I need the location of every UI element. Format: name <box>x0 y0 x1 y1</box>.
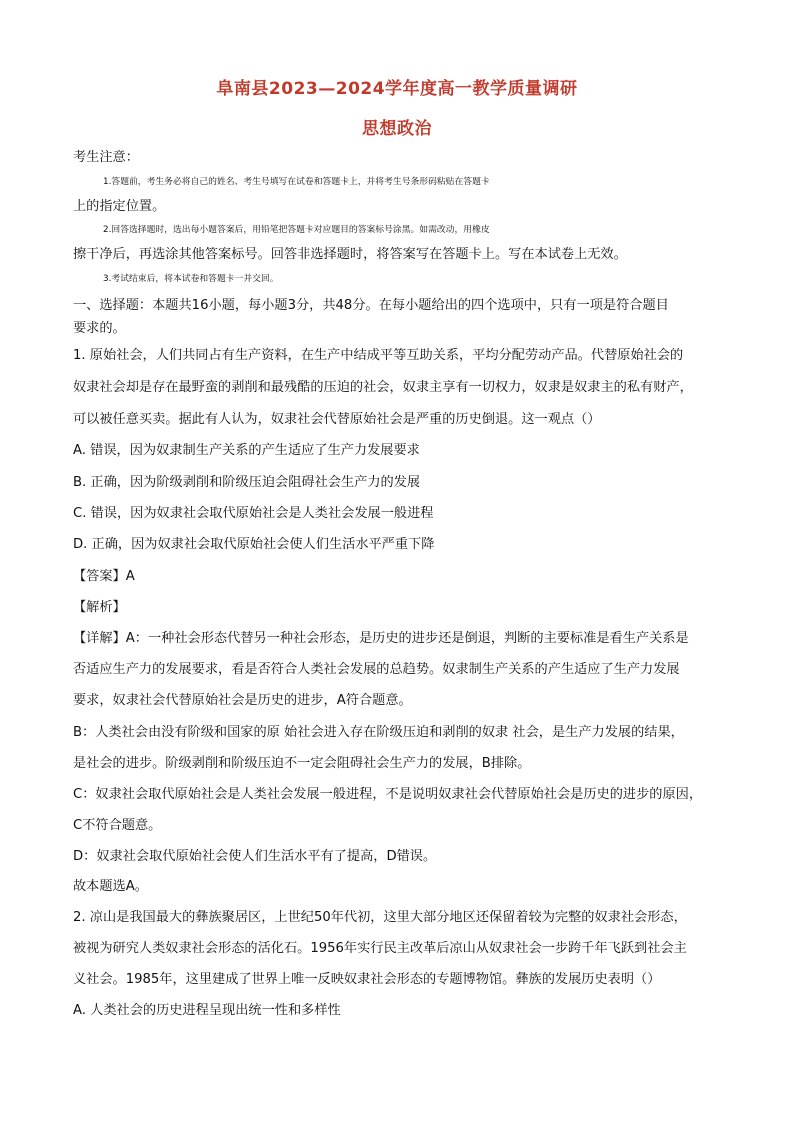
question-1-analysis-heading: 【解析】 <box>73 600 126 615</box>
exam-title: 阜南县2023—2024学年度高一教学质量调研 <box>216 79 578 99</box>
question-1-line-2: 奴隶社会却是存在最野蛮的剥削和最残酷的压迫的社会，奴隶主享有一切权力，奴隶是奴隶主的私有财产， <box>73 380 693 395</box>
question-2-line-2: 被视为研究人类奴隶社会形态的活化石。1956年实行民主改革后凉山从奴隶社会一步跨千年飞跃到社会主 <box>73 941 687 956</box>
question-1-detail-line-3: 要求，奴隶社会代替原始社会是历史的进步，A符合题意。 <box>73 693 412 708</box>
question-1-detail-line-2: 否适应生产力的发展要求，看是否符合人类社会发展的总趋势。奴隶制生产关系的产生适应了生产力发展 <box>73 662 680 677</box>
question-1-conclusion: 故本题选A。 <box>73 879 148 894</box>
question-1-c-line-2: C不符合题意。 <box>73 818 162 833</box>
question-1-b-line-1: B：人类社会由没有阶级和国家的原 始社会进入存在阶级压迫和剥削的奴隶 社会，是生产力发展的结果， <box>73 725 684 740</box>
notice-item-2-line-2: 擦干净后，再选涂其他答案标号。回答非选择题时，将答案写在答题卡上。写在本试卷上无效。 <box>73 247 627 262</box>
question-1-detail-line-1: 【详解】A：一种社会形态代替另一种社会形态，是历史的进步还是倒退，判断的主要标准是看生产关系是 <box>73 631 689 646</box>
question-1-b-line-2: 是社会的进步。阶级剥削和阶级压迫不一定会阻碍社会生产力的发展，B排除。 <box>73 756 531 771</box>
notice-item-2-line-1: 2.回答选择题时，选出每小题答案后，用铅笔把答题卡对应题目的答案标号涂黑。如需改动，用橡皮 <box>103 225 490 235</box>
question-1-line-1: 1. 原始社会，人们共同占有生产资料，在生产中结成平等互助关系，平均分配劳动产品。代替原始社会的 <box>73 348 684 363</box>
notice-item-1-line-2: 上的指定位置。 <box>73 199 166 214</box>
notice-item-1-line-1: 1.答题前，考生务必将自己的姓名、考生号填写在试卷和答题卡上，并将考生号条形码粘贴在答题卡 <box>103 177 490 187</box>
subject-title: 思想政治 <box>362 119 432 139</box>
question-1-option-b: B. 正确，因为阶级剥削和阶级压迫会阻碍社会生产力的发展 <box>73 475 421 490</box>
question-2-line-3: 义社会。1985年，这里建成了世界上唯一反映奴隶社会形态的专题博物馆。彝族的发展历史表明（） <box>73 972 661 987</box>
question-1-option-d: D. 正确，因为奴隶社会取代原始社会使人们生活水平严重下降 <box>73 537 435 552</box>
question-2-line-1: 2. 凉山是我国最大的彝族聚居区，上世纪50年代初，这里大部分地区还保留着较为完整的奴隶社会形态， <box>73 910 687 925</box>
notice-heading: 考生注意： <box>73 150 139 165</box>
question-1-answer: 【答案】A <box>73 569 135 584</box>
question-1-option-c: C. 错误，因为奴隶社会取代原始社会是人类社会发展一般进程 <box>73 506 434 521</box>
question-1-line-3: 可以被任意买卖。据此有人认为，奴隶社会代替原始社会是严重的历史倒退。这一观点（） <box>73 412 601 427</box>
question-2-option-a: A. 人类社会的历史进程呈现出统一性和多样性 <box>73 1003 341 1018</box>
section-heading-line-2: 要求的。 <box>73 321 126 336</box>
notice-item-3: 3.考试结束后，将本试卷和答题卡一并交回。 <box>103 274 279 284</box>
section-heading-line-1: 一、选择题：本题共16小题，每小题3分，共48分。在每小题给出的四个选项中，只有一项是符合题目 <box>73 298 669 313</box>
question-1-option-a: A. 错误，因为奴隶制生产关系的产生适应了生产力发展要求 <box>73 443 420 458</box>
question-1-c-line-1: C：奴隶社会取代原始社会是人类社会发展一般进程，不是说明奴隶社会代替原始社会是历史的进步的原因， <box>73 787 703 802</box>
question-1-d-line-1: D：奴隶社会取代原始社会使人们生活水平有了提高，D错误。 <box>73 849 437 864</box>
